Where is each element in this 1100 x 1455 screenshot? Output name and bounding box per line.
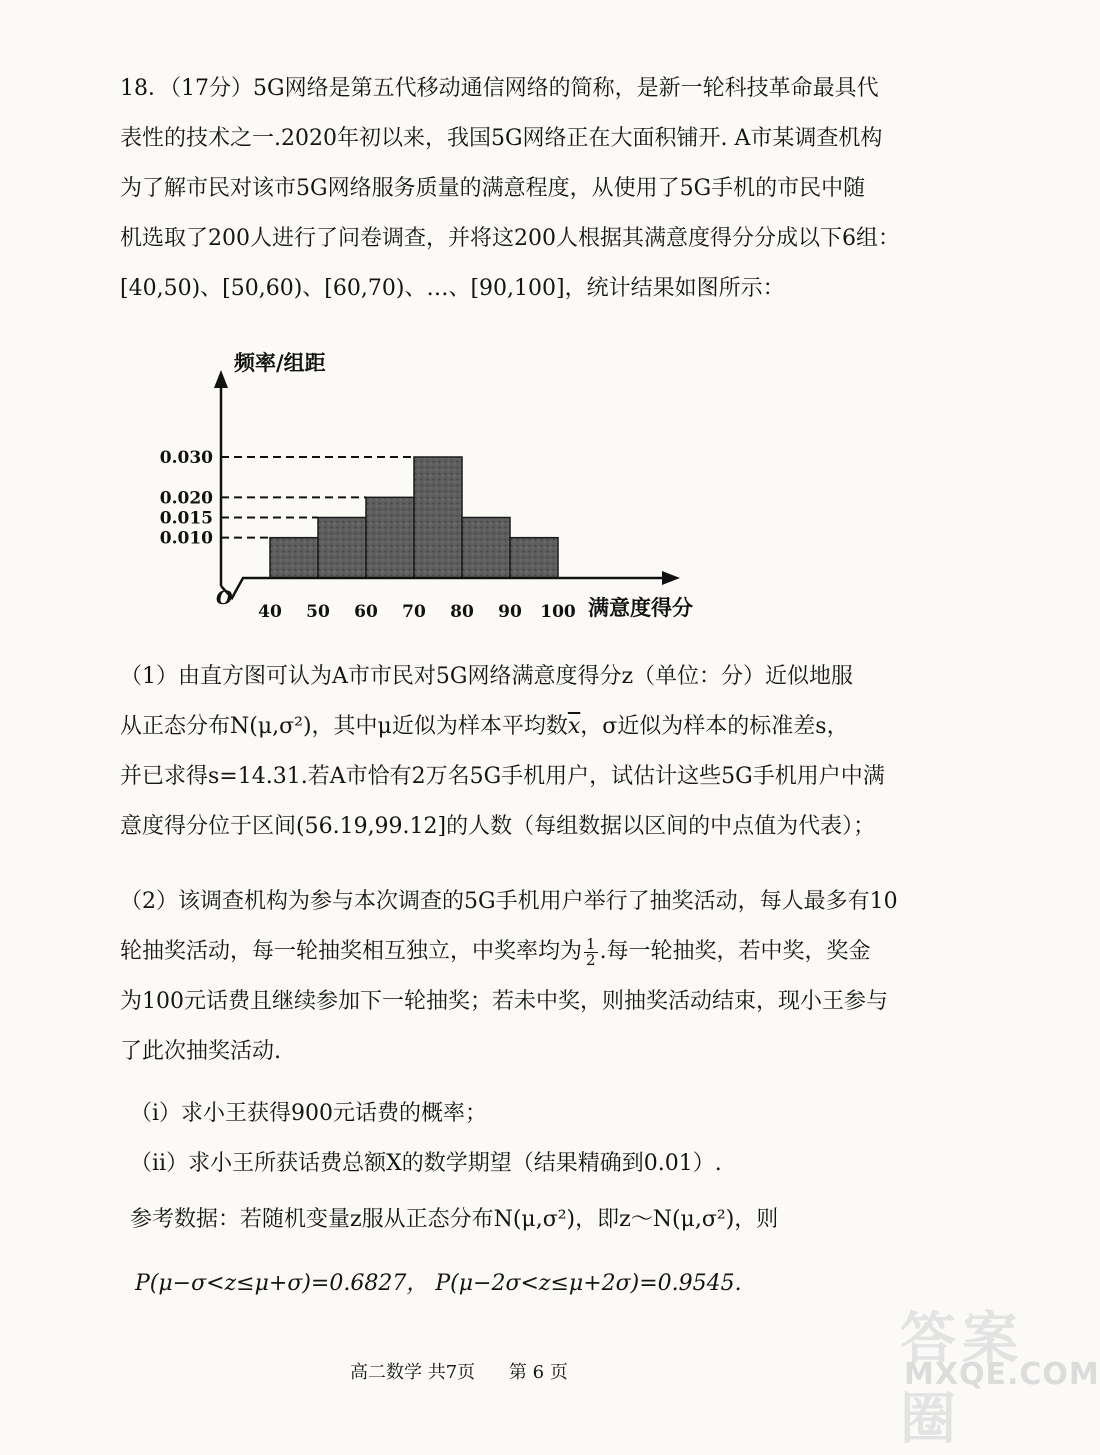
watermark-text-top: 答案圈 xyxy=(900,1307,1024,1452)
part1-line-4: 意度得分位于区间(56.19,99.12]的人数（每组数据以区间的中点值为代表）； xyxy=(120,814,876,839)
intro-line-3: 为了解市民对该市5G网络服务质量的满意程度，从使用了5G手机的市民中随 xyxy=(120,176,866,201)
part2-line-3: 为100元话费且继续参加下一轮抽奖；若未中奖，则抽奖活动结束，现小王参与 xyxy=(120,989,888,1014)
x-axis-label: 满意度得分 xyxy=(588,595,693,620)
histogram-bar xyxy=(270,538,318,578)
x-tick-label: 80 xyxy=(450,602,474,622)
origin-label: O xyxy=(216,587,233,609)
y-tick-label: 0.015 xyxy=(159,508,213,529)
fraction-one-half: $\frac{1}{2}$ xyxy=(586,934,596,969)
y-tick-label: 0.010 xyxy=(159,528,213,549)
page-footer xyxy=(350,1358,596,1384)
footer-course: 高二数学 共7页 xyxy=(350,1362,476,1383)
problem-intro xyxy=(120,64,970,314)
y-tick-label: 0.030 xyxy=(159,448,213,468)
y-tick-label: 0.020 xyxy=(159,488,213,509)
histogram-chart xyxy=(150,340,710,640)
x-tick-label: 50 xyxy=(306,602,330,622)
histogram-bar xyxy=(366,497,414,578)
x-tick-label: 60 xyxy=(354,602,378,622)
histogram-bar xyxy=(414,457,462,578)
part1-line-2: 从正态分布N(μ,σ²)，其中μ近似为样本平均数$\overline{x}$，σ近似为样本的标准差s， xyxy=(120,714,849,739)
sub-question-ii: （ⅱ）求小王所获话费总额X的数学期望（结果精确到0.01）. xyxy=(130,1151,722,1176)
part2-line-1: （2）该调查机构为参与本次调查的5G手机用户举行了抽奖活动，每人最多有10 xyxy=(120,889,898,914)
x-tick-labels xyxy=(258,602,576,622)
histogram-bar xyxy=(510,538,558,578)
histogram-bar xyxy=(318,518,366,579)
x-tick-label: 40 xyxy=(258,602,282,622)
part1-line-3: 并已求得s=14.31.若A市恰有2万名5G手机用户，试估计这些5G手机用户中满 xyxy=(120,764,885,789)
reference-data-line: 参考数据：若随机变量z服从正态分布N(μ,σ²)，即z～N(μ,σ²)，则 xyxy=(130,1207,779,1232)
intro-line-1: 18．（17分）5G网络是第五代移动通信网络的简称，是新一轮科技革命最具代 xyxy=(120,76,879,101)
part1-line-1: （1）由直方图可认为A市市民对5G网络满意度得分z（单位：分）近似地服 xyxy=(120,664,854,689)
x-tick-label: 100 xyxy=(540,602,576,622)
intro-line-5: [40,50)、[50,60)、[60,70)、…、[90,100]，统计结果如图所示： xyxy=(120,276,785,301)
histogram-bar xyxy=(462,518,510,579)
part-2 xyxy=(120,877,970,1077)
x-axis-arrow xyxy=(662,571,680,585)
x-tick-label: 90 xyxy=(498,602,522,622)
footer-page-number: 第 6 页 xyxy=(508,1362,568,1383)
part2-line-2: 轮抽奖活动，每一轮抽奖相互独立，中奖率均为 $\frac{1}{2}$ .每一轮抽奖，若中奖，奖金 xyxy=(120,934,871,969)
y-axis-label: 频率/组距 xyxy=(234,350,326,375)
x-tick-label: 70 xyxy=(402,602,426,622)
watermark-text-bottom: MXQE.COM xyxy=(904,1357,1100,1392)
part-1 xyxy=(120,652,970,852)
y-tick-labels xyxy=(160,448,213,549)
problem-number: 18．（17分） xyxy=(120,76,253,101)
watermark-logo xyxy=(900,1295,1100,1452)
reference-formula: P(μ−σ<z≤μ+σ)=0.6827， P(μ−2σ<z≤μ+2σ)=0.9545. xyxy=(135,1271,742,1296)
sub-question-i: （ⅰ）求小王获得900元话费的概率； xyxy=(130,1101,488,1126)
y-axis-arrow xyxy=(214,370,228,388)
intro-line-4: 机选取了200人进行了问卷调查，并将这200人根据其满意度得分分成以下6组： xyxy=(120,226,900,251)
sample-mean-symbol: $\overline{x}$ xyxy=(567,714,581,739)
part2-line-4: 了此次抽奖活动. xyxy=(120,1039,281,1064)
intro-line-2: 表性的技术之一.2020年初以来，我国5G网络正在大面积铺开. A市某调查机构 xyxy=(120,126,883,151)
